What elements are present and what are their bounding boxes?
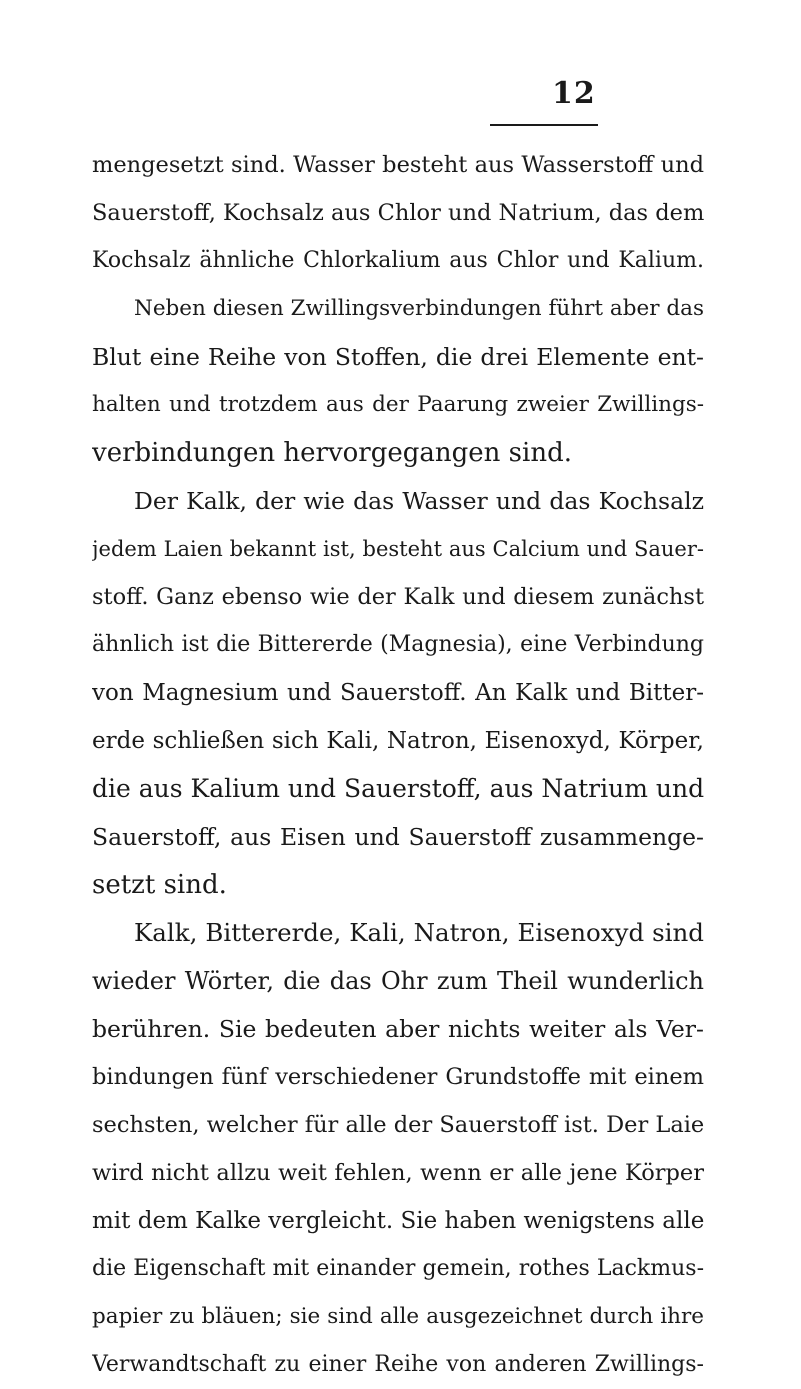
text-line: die Eigenschaft mit einander gemein, rothes Lackmus-	[92, 1256, 704, 1281]
text-line: Der Kalk, der wie das Wasser und das Kochsalz	[134, 487, 704, 515]
body-text	[92, 141, 704, 1389]
text-line: von Magnesium und Sauerstoff. An Kalk und Bitter-	[92, 680, 704, 706]
text-line: jedem Laien bekannt ist, besteht aus Calcium und Sauer-	[92, 537, 704, 561]
text-line: sechsten, welcher für alle der Sauerstoff ist. Der Laie	[92, 1112, 704, 1138]
text-line: die aus Kalium und Sauerstoff, aus Natrium und	[92, 774, 704, 803]
text-line: wieder Wörter, die das Ohr zum Theil wunderlich	[92, 967, 704, 995]
text-line: wird nicht allzu weit fehlen, wenn er alle jene Körper	[92, 1160, 704, 1186]
header-rule	[490, 124, 598, 126]
text-line: mit dem Kalke vergleicht. Sie haben wenigstens alle	[92, 1208, 704, 1234]
text-line: berühren. Sie bedeuten aber nichts weiter als Ver-	[92, 1015, 704, 1043]
text-line: ähnlich ist die Bittererde (Magnesia), eine Verbindung	[92, 632, 704, 657]
page-number: 12	[552, 76, 596, 111]
text-line: Kalk, Bittererde, Kali, Natron, Eisenoxyd sind	[134, 918, 704, 947]
text-line: verbindungen hervorgegangen sind.	[92, 438, 572, 468]
text-line: Sauerstoff, Kochsalz aus Chlor und Natrium, das dem	[92, 200, 704, 226]
text-line: Sauerstoff, aus Eisen und Sauerstoff zusammenge-	[92, 823, 704, 851]
text-line: stoff. Ganz ebenso wie der Kalk und diesem zunächst	[92, 584, 704, 610]
text-line: Kochsalz ähnliche Chlorkalium aus Chlor und Kalium.	[92, 248, 704, 273]
text-line: papier zu bläuen; sie sind alle ausgezeichnet durch ihre	[92, 1304, 704, 1329]
text-line: halten und trotzdem aus der Paarung zweier Zwillings-	[92, 392, 704, 417]
text-line: Neben diesen Zwillingsverbindungen führt aber das	[134, 296, 704, 321]
text-line: Verwandtschaft zu einer Reihe von anderen Zwillings-	[92, 1352, 704, 1377]
text-line: setzt sind.	[92, 870, 227, 900]
text-line: Blut eine Reihe von Stoffen, die drei Elemente ent-	[92, 343, 704, 371]
text-line: erde schließen sich Kali, Natron, Eisenoxyd, Körper,	[92, 728, 704, 754]
text-line: mengesetzt sind. Wasser besteht aus Wasserstoff und	[92, 152, 704, 178]
text-line: bindungen fünf verschiedener Grundstoffe mit einem	[92, 1064, 704, 1090]
